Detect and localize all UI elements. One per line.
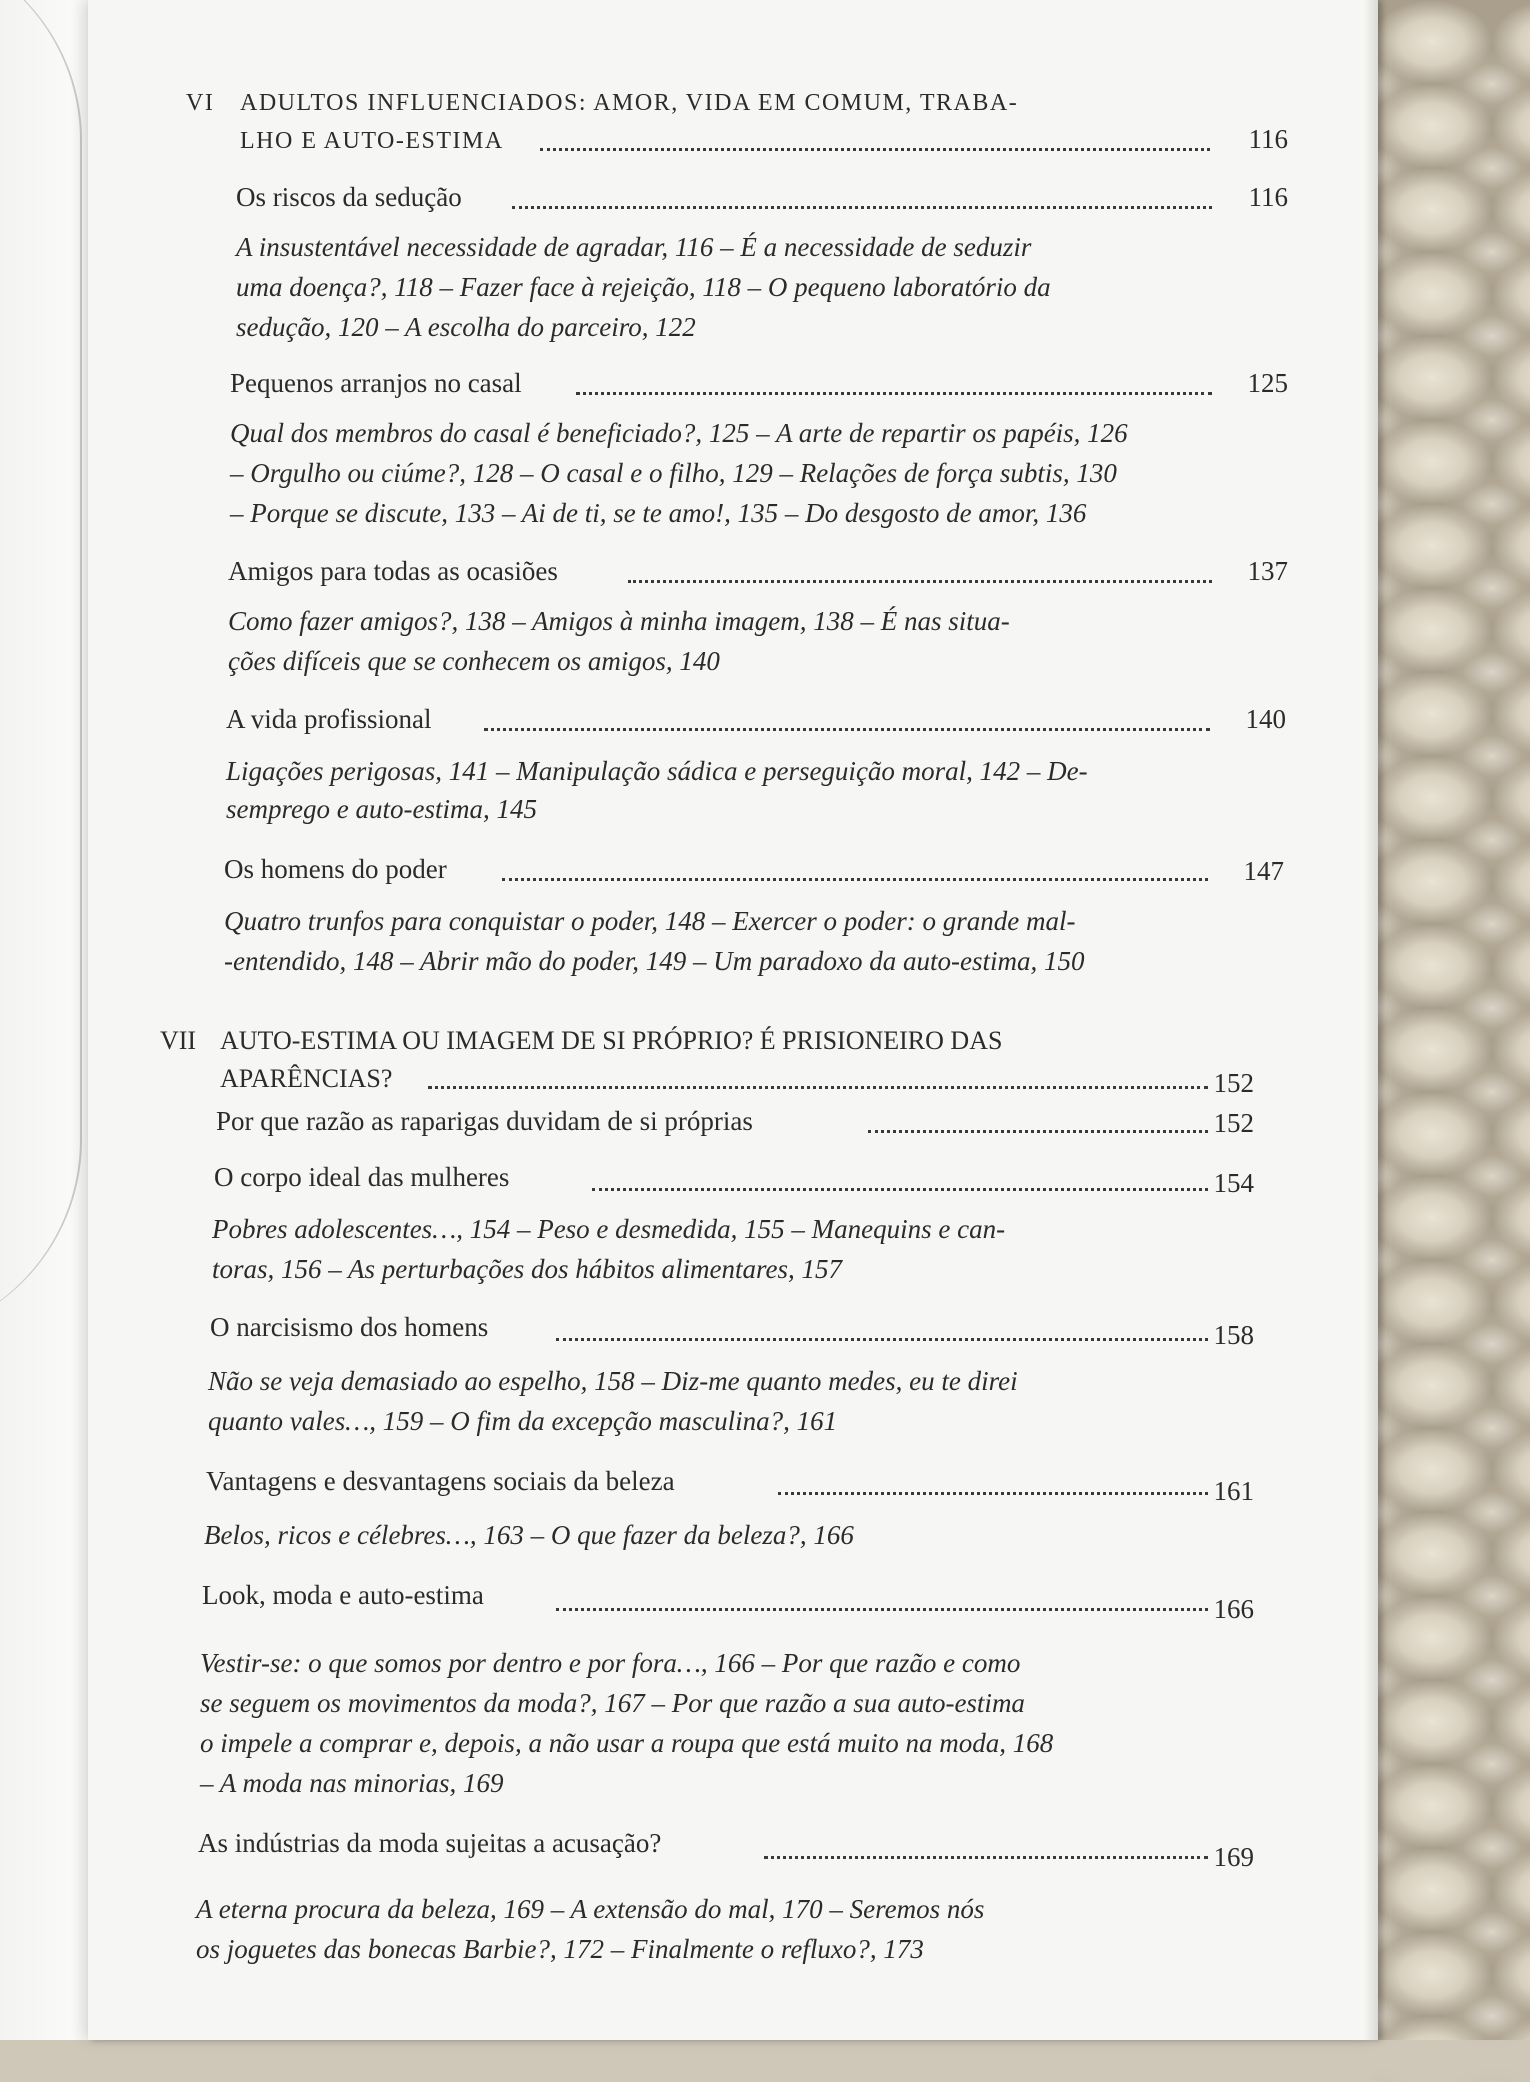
section-detail: o impele a comprar e, depois, a não usar a roupa que está muito na moda, 168 (200, 1728, 1054, 1758)
dot-leader (576, 390, 1212, 395)
chapter-title-line2: APARÊNCIAS? (220, 1064, 393, 1093)
section-title: As indústrias da moda sujeitas a acusação? (198, 1828, 662, 1858)
section-detail: Belos, ricos e célebres…, 163 – O que fazer da beleza?, 166 (204, 1520, 854, 1550)
section-page: 166 (1213, 1594, 1254, 1624)
section-title: A vida profissional (226, 704, 432, 734)
dot-leader (484, 726, 1210, 731)
section-title: Amigos para todas as ocasiões (228, 556, 558, 586)
section-page: 169 (1213, 1842, 1254, 1872)
section-detail: -entendido, 148 – Abrir mão do poder, 149 – Um paradoxo da auto-estima, 150 (224, 946, 1085, 976)
page-curve (0, 0, 82, 1340)
chapter-page: 116 (1248, 124, 1288, 154)
section-page: 140 (1245, 704, 1286, 734)
table-of-contents (88, 0, 1378, 2040)
section-detail: Vestir-se: o que somos por dentro e por fora…, 166 – Por que razão e como (200, 1648, 1021, 1678)
dot-leader (556, 1336, 1208, 1341)
chapter-title-line1: ADULTOS INFLUENCIADOS: AMOR, VIDA EM COMUM, TRABA- (240, 90, 1019, 116)
section-detail: A insustentável necessidade de agradar, 116 – É a necessidade de seduzir (236, 232, 1032, 262)
section-detail: Qual dos membros do casal é beneficiado?, 125 – A arte de repartir os papéis, 126 (230, 418, 1128, 448)
section-title: Por que razão as raparigas duvidam de si próprias (216, 1106, 753, 1136)
section-detail: uma doença?, 118 – Fazer face à rejeição, 118 – O pequeno laboratório da (236, 272, 1051, 302)
chapter-number: VII (160, 1026, 197, 1055)
section-title: O corpo ideal das mulheres (214, 1162, 510, 1192)
section-detail: se seguem os movimentos da moda?, 167 – Por que razão a sua auto-estima (200, 1688, 1025, 1718)
chapter-title-line2: LHO E AUTO-ESTIMA (240, 128, 504, 154)
section-page: 152 (1213, 1108, 1254, 1138)
dot-leader (556, 1606, 1208, 1611)
section-page: 158 (1213, 1320, 1254, 1350)
section-detail: quanto vales…, 159 – O fim da excepção masculina?, 161 (208, 1406, 838, 1436)
section-page: 154 (1213, 1168, 1254, 1198)
section-detail: – A moda nas minorias, 169 (200, 1768, 504, 1798)
section-detail: A eterna procura da beleza, 169 – A extensão do mal, 170 – Seremos nós (196, 1894, 985, 1924)
dot-leader (868, 1128, 1208, 1133)
section-detail: Não se veja demasiado ao espelho, 158 – Diz-me quanto medes, eu te direi (208, 1366, 1018, 1396)
dot-leader (628, 578, 1212, 583)
section-detail: Quatro trunfos para conquistar o poder, 148 – Exercer o poder: o grande mal- (224, 906, 1076, 936)
dot-leader (428, 1084, 1208, 1089)
section-page: 116 (1248, 182, 1288, 212)
section-detail: – Porque se discute, 133 – Ai de ti, se te amo!, 135 – Do desgosto de amor, 136 (230, 498, 1087, 528)
section-detail: ções difíceis que se conhecem os amigos, 140 (228, 646, 720, 676)
section-page: 137 (1247, 556, 1288, 586)
section-page: 125 (1247, 368, 1288, 398)
section-detail: Como fazer amigos?, 138 – Amigos à minha imagem, 138 – É nas situa- (228, 606, 1010, 636)
section-detail: Ligações perigosas, 141 – Manipulação sádica e perseguição moral, 142 – De- (226, 756, 1088, 786)
section-detail: Pobres adolescentes…, 154 – Peso e desmedida, 155 – Manequins e can- (212, 1214, 1006, 1244)
section-title: Look, moda e auto-estima (202, 1580, 484, 1610)
dot-leader (502, 876, 1208, 881)
section-detail: sedução, 120 – A escolha do parceiro, 122 (236, 312, 696, 342)
dot-leader (778, 1490, 1208, 1495)
fabric-texture (1372, 42, 1530, 2082)
chapter-title-line1: AUTO-ESTIMA OU IMAGEM DE SI PRÓPRIO? É PRISIONEIRO DAS (220, 1026, 1003, 1055)
chapter-page: 152 (1213, 1068, 1254, 1098)
dot-leader (592, 1186, 1208, 1191)
section-detail: os joguetes das bonecas Barbie?, 172 – Finalmente o refluxo?, 173 (196, 1934, 924, 1964)
section-detail: semprego e auto-estima, 145 (226, 794, 537, 824)
book-page (88, 0, 1378, 2040)
section-page: 161 (1213, 1476, 1254, 1506)
dot-leader (540, 146, 1210, 151)
section-title: Os homens do poder (224, 854, 447, 884)
section-title: Vantagens e desvantagens sociais da beleza (206, 1466, 675, 1496)
section-title: Os riscos da sedução (236, 182, 462, 212)
chapter-number: VI (186, 90, 215, 116)
section-detail: toras, 156 – As perturbações dos hábitos alimentares, 157 (212, 1254, 843, 1284)
section-title: O narcisismo dos homens (210, 1312, 489, 1342)
dot-leader (764, 1854, 1208, 1859)
dot-leader (512, 204, 1212, 209)
section-detail: – Orgulho ou ciúme?, 128 – O casal e o filho, 129 – Relações de força subtis, 130 (230, 458, 1117, 488)
section-page: 147 (1243, 856, 1284, 886)
section-title: Pequenos arranjos no casal (230, 368, 522, 398)
